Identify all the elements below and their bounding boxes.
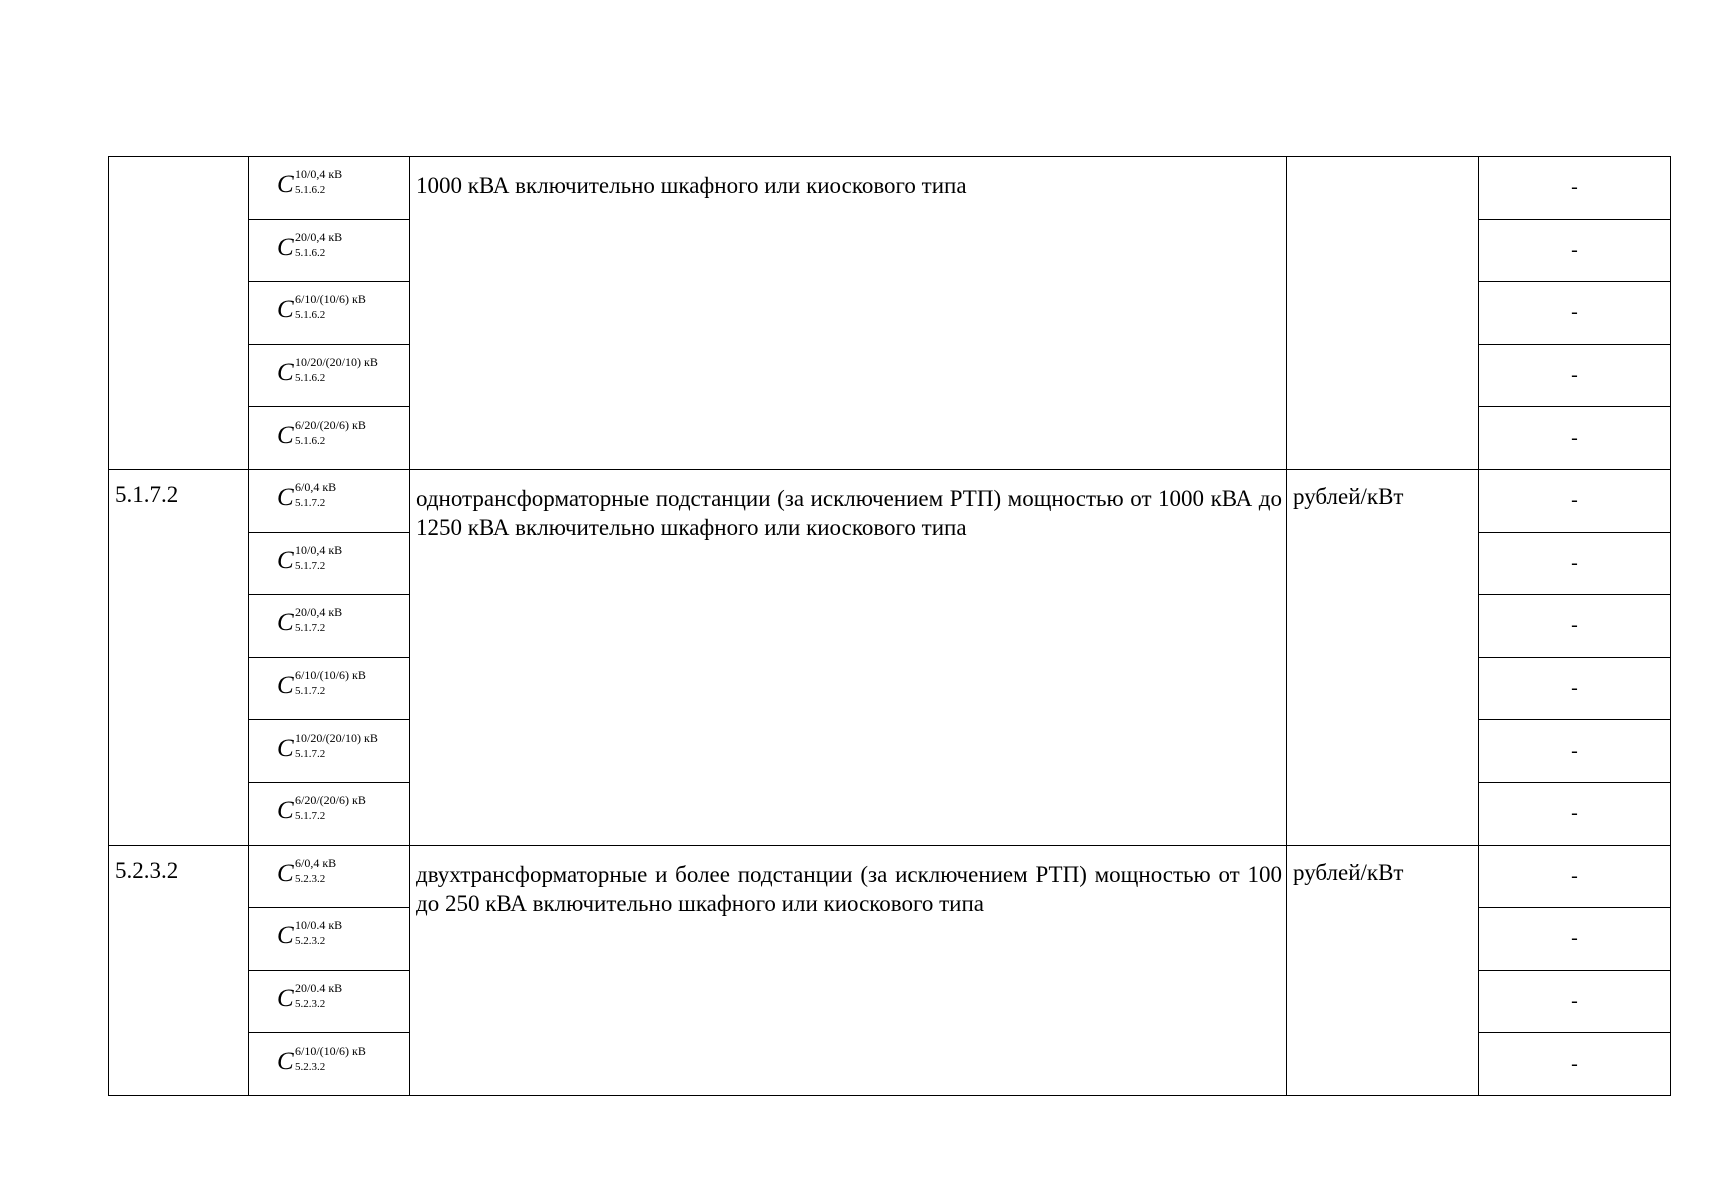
rate-symbol-cell <box>249 344 410 407</box>
value-cell: - <box>1479 657 1671 720</box>
value-cell: - <box>1479 1033 1671 1096</box>
description-cell <box>410 469 1287 845</box>
rate-symbol: C 6/20/(20/6) кВ 5.1.6.2 <box>277 417 366 449</box>
rate-symbol: C 6/10/(10/6) кВ 5.1.6.2 <box>277 292 366 324</box>
item-code-cell <box>109 469 249 845</box>
value-cell: - <box>1479 908 1671 971</box>
rate-symbol-cell <box>249 219 410 282</box>
rate-symbol: C 6/0,4 кВ 5.1.7.2 <box>277 480 337 512</box>
value-cell: - <box>1479 469 1671 532</box>
unit-cell <box>1287 469 1479 845</box>
rate-symbol-cell <box>249 782 410 845</box>
rate-symbol: C 10/0,4 кВ 5.1.6.2 <box>277 167 343 199</box>
rate-symbol-cell <box>249 908 410 971</box>
value-cell: - <box>1479 219 1671 282</box>
item-code: 5.2.3.2 <box>115 857 179 883</box>
rate-symbol-cell <box>249 720 410 783</box>
unit-cell <box>1287 845 1479 1095</box>
value-cell: - <box>1479 407 1671 470</box>
value-cell: - <box>1479 720 1671 783</box>
unit-label: рублей/кВт <box>1293 859 1404 885</box>
rate-symbol-cell <box>249 845 410 908</box>
rate-symbol: C 20/0.4 кВ 5.2.3.2 <box>277 981 343 1013</box>
rate-symbol: C 6/10/(10/6) кВ 5.2.3.2 <box>277 1043 366 1075</box>
rate-symbol: C 10/0,4 кВ 5.1.7.2 <box>277 542 343 574</box>
table-row <box>109 845 1671 908</box>
item-code: 5.1.7.2 <box>115 481 179 507</box>
table-row <box>109 157 1671 220</box>
value-cell: - <box>1479 532 1671 595</box>
value-cell: - <box>1479 282 1671 345</box>
rate-symbol-cell <box>249 657 410 720</box>
value-cell: - <box>1479 344 1671 407</box>
rate-symbol-cell <box>249 157 410 220</box>
rate-symbol: C 20/0,4 кВ 5.1.6.2 <box>277 229 343 261</box>
unit-label: рублей/кВт <box>1293 483 1404 509</box>
rate-symbol-cell <box>249 970 410 1033</box>
item-code-cell <box>109 845 249 1095</box>
value-cell: - <box>1479 595 1671 658</box>
rate-symbol-cell <box>249 532 410 595</box>
value-cell: - <box>1479 782 1671 845</box>
rate-symbol-cell <box>249 407 410 470</box>
rate-symbol: C 10/20/(20/10) кВ 5.1.7.2 <box>277 730 378 762</box>
value-cell: - <box>1479 157 1671 220</box>
rate-symbol-cell <box>249 469 410 532</box>
rate-symbol-cell <box>249 595 410 658</box>
rate-symbol-cell <box>249 1033 410 1096</box>
rate-symbol: C 10/20/(20/10) кВ 5.1.6.2 <box>277 355 378 387</box>
unit-cell <box>1287 157 1479 470</box>
description-cell <box>410 845 1287 1095</box>
item-description: двухтрансформаторные и более подстанции (за исключением РТП) мощностью от 100 до 250 кВА включительно шкафного или киоскового типа <box>416 861 1282 916</box>
rate-symbol-cell <box>249 282 410 345</box>
item-code-cell <box>109 157 249 470</box>
rate-symbol: C 10/0.4 кВ 5.2.3.2 <box>277 918 343 950</box>
tariff-table <box>108 156 1671 1096</box>
rate-symbol: C 20/0,4 кВ 5.1.7.2 <box>277 605 343 637</box>
rate-symbol: C 6/10/(10/6) кВ 5.1.7.2 <box>277 668 366 700</box>
value-cell: - <box>1479 845 1671 908</box>
item-description: однотрансформаторные подстанции (за исключением РТП) мощностью от 1000 кВА до 1250 кВА включительно шкафного или киоскового типа <box>416 485 1282 540</box>
rate-symbol: C 6/20/(20/6) кВ 5.1.7.2 <box>277 793 366 825</box>
description-cell <box>410 157 1287 470</box>
rate-symbol: C 6/0,4 кВ 5.2.3.2 <box>277 855 337 887</box>
value-cell: - <box>1479 970 1671 1033</box>
table-row <box>109 469 1671 532</box>
item-description: 1000 кВА включительно шкафного или киоскового типа <box>416 173 967 198</box>
